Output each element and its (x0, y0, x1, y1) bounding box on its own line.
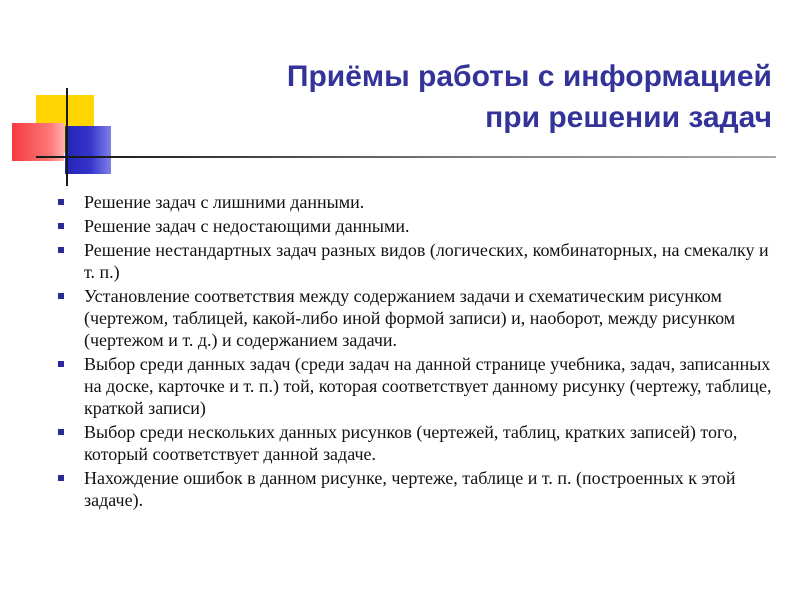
bullet-item (56, 421, 776, 465)
bullet-list (56, 191, 776, 513)
bullet-item (56, 285, 776, 351)
square-bullet-icon (58, 293, 64, 299)
square-bullet-icon (58, 199, 64, 205)
bullet-text: Выбор среди нескольких данных рисунков (чертежей, таблиц, кратких записей) того, который соответствует данной задаче. (84, 422, 738, 464)
bullet-item (56, 191, 776, 213)
bullet-item (56, 353, 776, 419)
bullet-text: Решение задач с лишними данными. (84, 192, 365, 212)
title-line-1: Приёмы работы с информацией (286, 60, 772, 93)
vertical-divider-line (66, 88, 68, 186)
bullet-item (56, 239, 776, 283)
bullet-text: Установление соответствия между содержанием задачи и схематическим рисунком (чертежом, таблицей, какой-либо иной формой записи) и, наоборот, между рисунком (чертежом и т. д.) и содержанием задачи. (84, 286, 736, 350)
square-bullet-icon (58, 429, 64, 435)
square-bullet-icon (58, 223, 64, 229)
horizontal-divider-line (36, 156, 776, 158)
bullet-text: Решение задач с недостающими данными. (84, 216, 410, 236)
blue-square (65, 126, 111, 174)
bullet-item (56, 467, 776, 511)
bullet-text: Выбор среди данных задач (среди задач на данной странице учебника, задач, записанных на доске, карточке и т. п.) той, которая соответствует данному рисунку (чертежу, таблице, краткой записи) (84, 354, 772, 418)
bullet-item (56, 215, 776, 237)
slide-title (132, 56, 772, 138)
title-line-2: при решении задач (485, 101, 772, 134)
square-bullet-icon (58, 475, 64, 481)
square-bullet-icon (58, 361, 64, 367)
bullet-text: Решение нестандартных задач разных видов (логических, комбинаторных, на смекалку и т. п.) (84, 240, 769, 282)
bullet-text: Нахождение ошибок в данном рисунке, чертеже, таблице и т. п. (построенных к этой задаче). (84, 468, 736, 510)
square-bullet-icon (58, 247, 64, 253)
decorative-squares-logo (0, 0, 120, 175)
